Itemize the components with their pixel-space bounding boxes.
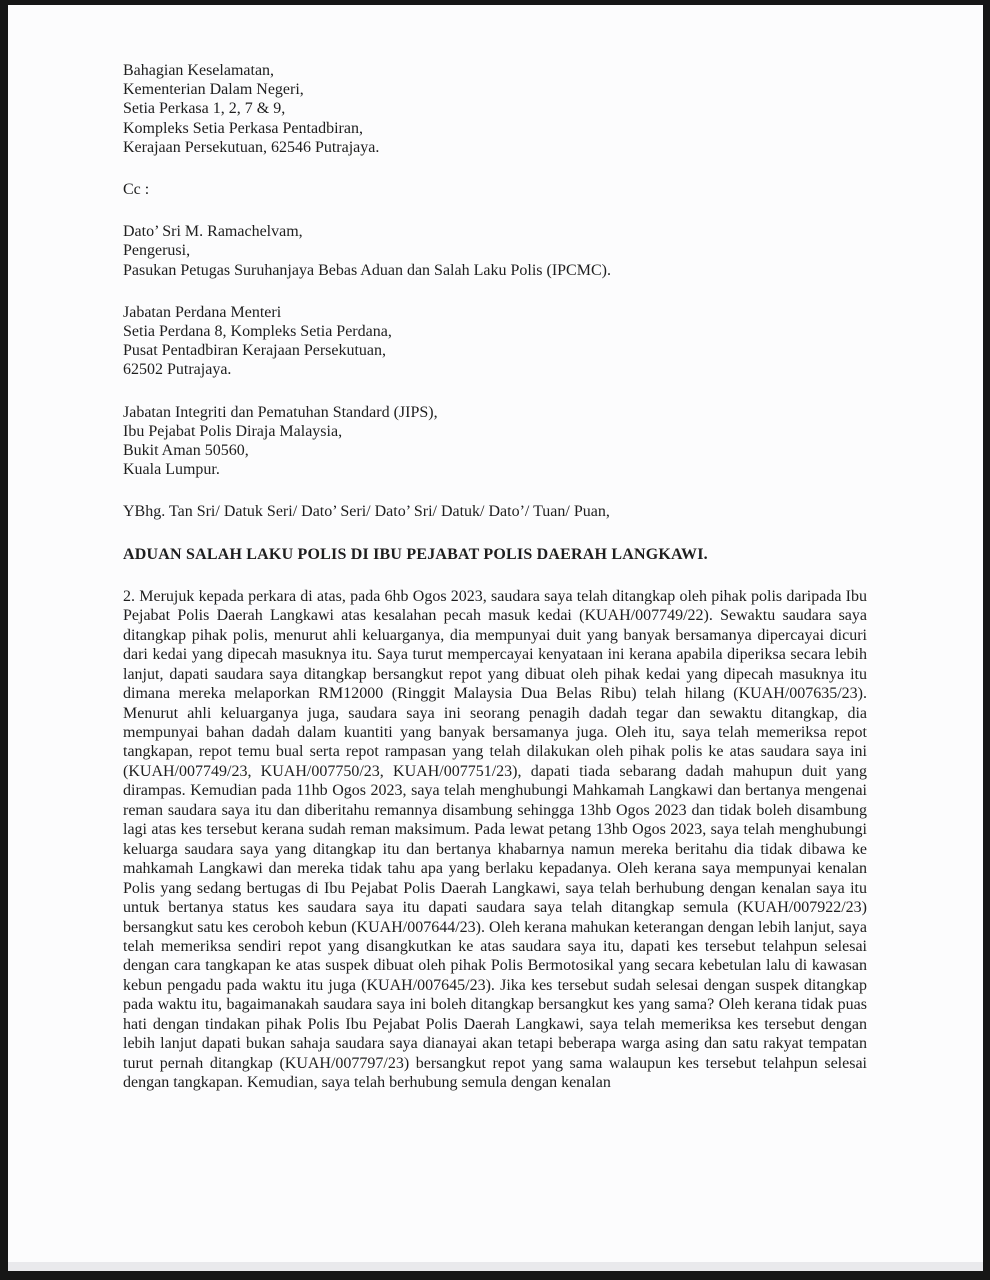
address-line: Setia Perkasa 1, 2, 7 & 9, (123, 100, 286, 118)
address-line: Kompleks Setia Perkasa Pentadbiran, (123, 119, 363, 137)
address-line: Kerajaan Persekutuan, 62546 Putrajaya. (123, 138, 380, 156)
cc-contact-block (123, 222, 867, 280)
address-line: Bahagian Keselamatan, (123, 62, 275, 79)
letter-content (8, 5, 983, 1093)
address-line: Ibu Pejabat Polis Diraja Malaysia, (123, 422, 343, 440)
cc-label: Cc : (123, 181, 150, 199)
address-line: Bukit Aman 50560, (123, 442, 249, 460)
jips-address-block (123, 403, 867, 480)
address-line: 62502 Putrajaya. (123, 361, 232, 379)
salutation: YBhg. Tan Sri/ Datuk Seri/ Dato’ Seri/ Dato’ Sri/ Datuk/ Dato’/ Tuan/ Puan, (123, 503, 610, 521)
address-line: Setia Perdana 8, Kompleks Setia Perdana, (123, 323, 392, 341)
address-line: Dato’ Sri M. Ramachelvam, (123, 223, 303, 241)
page-bottom-shadow (8, 1262, 983, 1271)
body-paragraph: 2. Merujuk kepada perkara di atas, pada 6hb Ogos 2023, saudara saya telah ditangkap oleh pihak polis daripada Ibu Pejabat Polis Daerah Langkawi atas kesalahan pecah masuk kedai (KUAH/007749/22). Sewaktu saudara saya ditangkap pihak polis, menurut ahli keluarganya, dia mempunyai duit yang banyak bersamanya dipercayai dicuri dari kedai yang dipecah masuknya itu. Saya turut mempercayai kenyataan ini kerana apabila diperiksa secara lebih lanjut, dapati saudara saya ditangkap bersangkut repot yang dibuat oleh pihak kedai yang dipecah masuknya itu dimana mereka melaporkan RM12000 (Ringgit Malaysia Dua Belas Ribu) telah hilang (KUAH/007635/23). Menurut ahli keluarganya juga, saudara saya ini seorang penagih dadah tegar dan sewaktu ditangkap, dia mempunyai bahan dadah dalam kuantiti yang banyak bersamanya juga. Oleh itu, saya telah memeriksa repot tangkapan, repot temu bual serta repot rampasan yang telah dilakukan oleh pihak polis ke atas saudara saya ini (KUAH/007749/23, KUAH/007750/23, KUAH/007751/23), dapati tiada sebarang dadah mahupun duit yang dirampas. Kemudian pada 11hb Ogos 2023, saya telah menghubungi Mahkamah Langkawi dan bertanya mengenai reman saudara saya itu dan diberitahu remannya disambung sehingga 13hb Ogos 2023 dan tidak boleh disambung lagi atas kes tersebut kerana sudah reman maksimum. Pada lewat petang 13hb Ogos 2023, saya telah menghubungi keluarga saudara saya yang ditangkap itu dan bertanya khabarnya namun mereka beritahu dia tidak dibawa ke mahkamah Langkawi dan mereka tidak tahu apa yang berlaku kepadanya. Oleh kerana saya mempunyai kenalan Polis yang sedang bertugas di Ibu Pejabat Polis Daerah Langkawi, saya telah berhubung dengan kenalan saya itu untuk bertanya status kes saudara saya itu dapati saudara saya telah ditangkap semula (KUAH/007922/23) bersangkut satu kes ceroboh kebun (KUAH/007644/23). Oleh kerana mahukan keterangan dengan lebih lanjut, saya telah memeriksa sendiri repot yang disangkutkan ke atas saudara saya itu, dapati kes tersebut telahpun selesai dengan cara tangkapan ke atas suspek dibuat oleh pihak Polis Bermotosikal yang secara kebetulan lalu di kawasan kebun pengadu pada waktu itu juga (KUAH/007645/23). Jika kes tersebut sudah selesai dengan suspek ditangkap pada waktu itu, bagaimanakah saudara saya ini boleh ditangkap bersangkut kes yang sama? Oleh kerana tidak puas hati dengan tindakan pihak Polis Ibu Pejabat Polis Daerah Langkawi, saya telah memeriksa kes tersebut dengan lebih lanjut dapati bukan sahaja saudara saya dianayai akan tetapi beberapa warga asing dan satu rakyat tempatan turut pernah ditangkap (KUAH/007797/23) bersangkut repot yang sama walaupun kes tersebut telahpun selesai dengan tangkapan. Kemudian, saya telah berhubung semula dengan kenalan (123, 587, 867, 1092)
address-line: Pasukan Petugas Suruhanjaya Bebas Aduan dan Salah Laku Polis (IPCMC). (123, 261, 611, 279)
subject-heading: ADUAN SALAH LAKU POLIS DI IBU PEJABAT POLIS DAERAH LANGKAWI. (123, 545, 708, 563)
document-page (8, 5, 983, 1271)
address-line: Jabatan Perdana Menteri (123, 303, 282, 321)
address-line: Pusat Pentadbiran Kerajaan Persekutuan, (123, 342, 387, 360)
pmo-address-block (123, 303, 867, 380)
address-line: Jabatan Integriti dan Pematuhan Standard (JIPS), (123, 403, 438, 421)
address-line: Kementerian Dalam Negeri, (123, 81, 304, 99)
address-line: Kuala Lumpur. (123, 461, 220, 479)
address-line: Pengerusi, (123, 242, 191, 260)
recipient-address (123, 61, 867, 157)
